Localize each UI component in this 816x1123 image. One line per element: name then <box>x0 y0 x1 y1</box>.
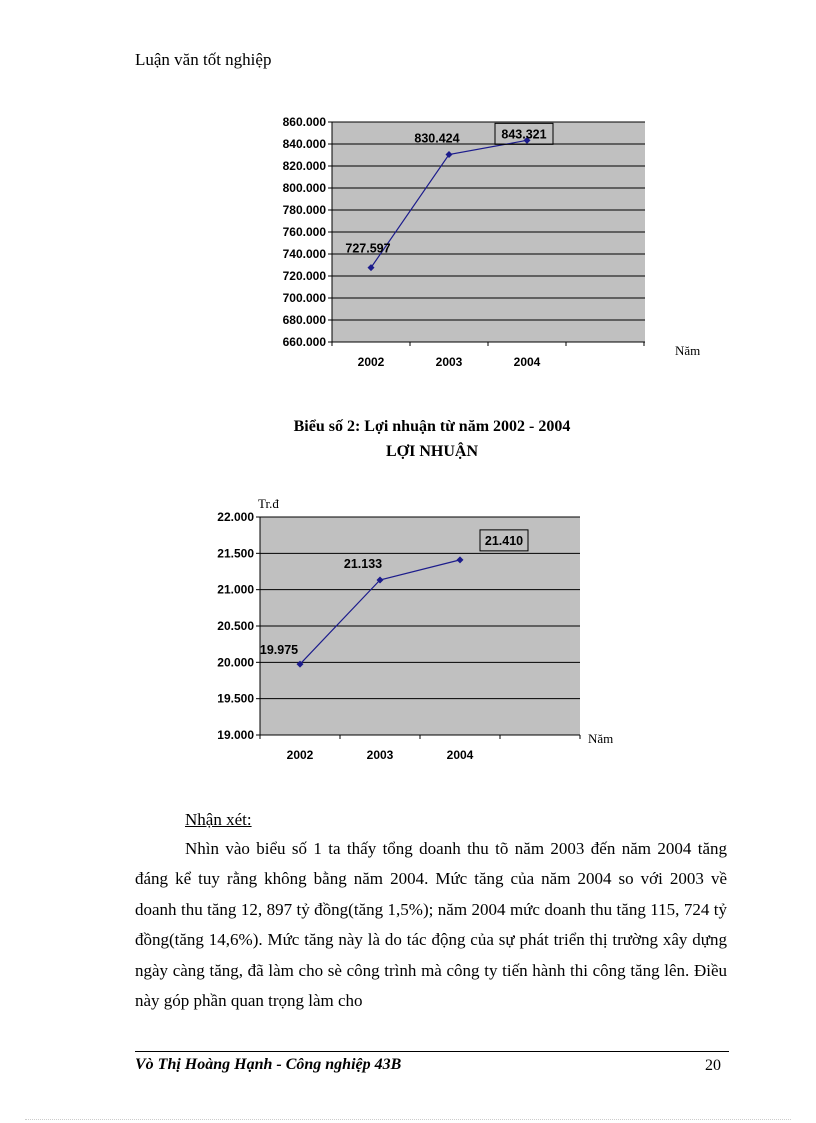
y-tick-label: 21.000 <box>217 582 254 597</box>
y-tick-label: 800.000 <box>282 181 326 195</box>
y-tick-label: 660.000 <box>282 335 326 349</box>
y-tick-label: 21.500 <box>217 546 254 561</box>
y-tick-label: 820.000 <box>282 159 326 173</box>
y-tick-label: 22.000 <box>217 510 254 524</box>
x-axis-unit-label: Năm <box>675 343 701 358</box>
chart2-title: LỢI NHUẬN <box>385 443 478 460</box>
page-number: 20 <box>705 1057 721 1074</box>
y-tick-label: 700.000 <box>282 291 326 305</box>
remark-heading: Nhận xét: <box>185 810 252 829</box>
footer-author: Vò Thị Hoàng Hạnh - Công nghiệp 43B <box>135 1056 402 1073</box>
y-tick-label: 19.500 <box>217 691 254 706</box>
chart2-caption: Biểu số 2: Lợi nhuận từ năm 2002 - 2004 <box>293 418 571 435</box>
data-label: 21.410 <box>484 533 524 548</box>
y-tick-label: 760.000 <box>282 225 326 239</box>
data-label: 19.975 <box>259 643 299 658</box>
x-tick-label: 2004 <box>513 355 541 369</box>
x-tick-label: 2003 <box>366 748 394 762</box>
remark-paragraph: Nhìn vào biểu số 1 ta thấy tổng doanh thu tõ năm 2003 đến năm 2004 tăng đáng kể tuy rằng không bằng năm 2004. Mức tăng của năm 2004 so với 2003 về doanh thu tăng 12, 897 tỷ đồng(tăng 1,5%); năm 2004 mức doanh thu tăng 115, 724 tỷ đồng(tăng 14,6%). Mức tăng này là do tác động của sự phát triển thị trường xây dựng ngày càng tăng, đã làm cho sè công trình mà công ty tiến hành thi công tăng lên. Điều này góp phần quan trọng làm cho <box>135 839 727 1011</box>
data-label: 843.321 <box>501 127 547 142</box>
page-header-title: Luận văn tốt nghiệp <box>135 50 272 69</box>
y-axis-unit-label: Tr.đ <box>258 496 279 511</box>
y-tick-label: 860.000 <box>282 115 326 129</box>
profit-line-chart <box>0 490 816 790</box>
footer-divider <box>135 1051 729 1052</box>
x-tick-label: 2004 <box>446 748 474 762</box>
y-tick-label: 720.000 <box>282 269 326 283</box>
data-label: 21.133 <box>343 557 383 572</box>
y-tick-label: 780.000 <box>282 203 326 217</box>
data-label: 727.597 <box>345 241 391 256</box>
y-tick-label: 840.000 <box>282 137 326 151</box>
x-tick-label: 2002 <box>286 748 314 762</box>
x-tick-label: 2003 <box>435 355 463 369</box>
data-label: 830.424 <box>414 131 460 146</box>
y-tick-label: 20.500 <box>217 619 254 633</box>
x-tick-label: 2002 <box>357 355 385 369</box>
y-tick-label: 680.000 <box>282 313 326 327</box>
x-axis-unit-label: Năm <box>588 731 614 746</box>
page-bottom-border <box>25 1119 791 1120</box>
y-tick-label: 20.000 <box>217 655 254 670</box>
y-tick-label: 19.000 <box>217 728 254 742</box>
y-tick-label: 740.000 <box>282 247 326 261</box>
